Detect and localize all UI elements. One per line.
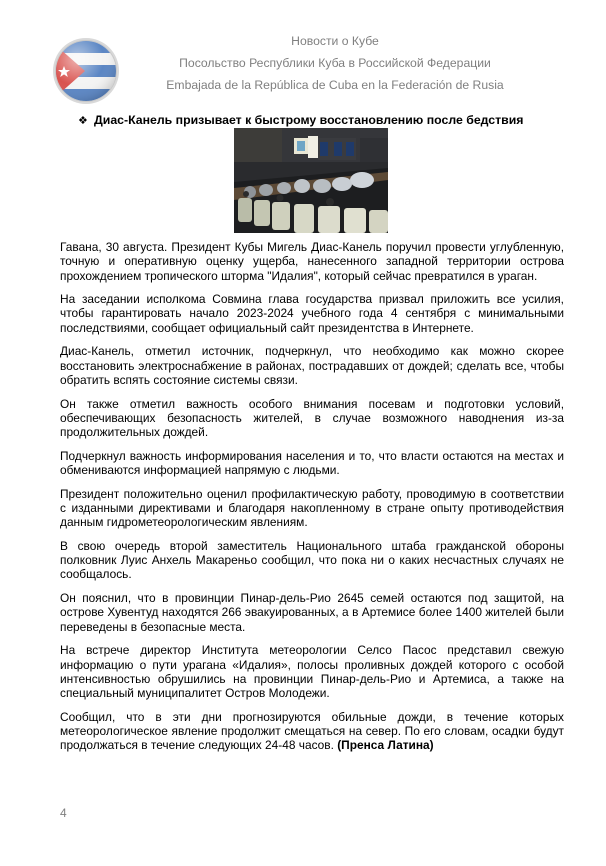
article-paragraph: На заседании исполкома Совмина глава государства призвал приложить все усилия, чтобы гарантировать начало 2023-2024 учебного года 4 сентября с минимальными последствиями, сообщает официальный сайт президентства в Интернете. bbox=[60, 292, 564, 335]
header-subtitle-es: Embajada de la República de Cuba en la Federación de Rusia bbox=[166, 78, 504, 92]
header bbox=[125, 30, 545, 96]
article-body bbox=[60, 240, 564, 762]
headline-text: Диас-Канель призывает к быстрому восстановлению после бедствия bbox=[94, 113, 524, 127]
article-paragraph: Президент положительно оценил профилактическую работу, проводимую в соответствии с изданными директивами и благодаря накопленному в стране опыту противодействия данным гидрометеорологическим явлениям. bbox=[60, 486, 564, 530]
article-paragraph: На встрече директор Института метеорологии Селсо Пасос представил свежую информацию о пути урагана «Идалия», полосы проливных дождей которого с особой интенсивностью обрушились на провинции Пинар-дель-Рио и Артемиса, а также на специальный муниципалитет Остров Молодежи. bbox=[60, 643, 564, 701]
last-paragraph-text: Сообщил, что в эти дни прогнозируются обильные дожди, в течение которых метеорологическое явление продолжит смещаться на север. По его словам, осадки будут продолжаться в течение следующих 24-48 часов. bbox=[60, 709, 564, 753]
diamond-bullet-icon: ❖ bbox=[78, 115, 88, 127]
article-paragraph: Гавана, 30 августа. Президент Кубы Мигель Диас-Канель поручил провести углубленную, точную и оперативную оценку ущерба, нанесенного западной территории острова прохождением тропического шторма "Идалия", который сейчас превратился в ураган. bbox=[60, 240, 564, 283]
header-title: Новости о Кубе bbox=[291, 34, 379, 48]
page-number: 4 bbox=[60, 806, 67, 820]
article-paragraph-last bbox=[60, 710, 564, 753]
article-paragraph: Он пояснил, что в провинции Пинар-дель-Рио 2645 семей остаются под защитой, на острове Хувентуд находятся 266 эвакуированных, а в Артемисе более 1400 жителей были переведены в безопасные места. bbox=[60, 591, 564, 634]
header-subtitle-ru: Посольство Республики Куба в Российской Федерации bbox=[179, 56, 491, 70]
article-paragraph: В свою очередь второй заместитель Национального штаба гражданской обороны полковник Луис Анхель Макареньо сообщил, что пока ни о каких несчастных случаях не сообщалось. bbox=[60, 538, 564, 582]
article-paragraph: Подчеркнул важность информирования населения и то, что власти остаются на местах и обмениваются информацией напрямую с людьми. bbox=[60, 448, 564, 478]
article-headline bbox=[78, 113, 548, 127]
article-paragraph: Диас-Канель, отметил источник, подчеркнул, что необходимо как можно скорее восстановить электроснабжение в районах, пострадавших от дождей; сделать все, чтобы обратить вспять состояние системы связи. bbox=[60, 344, 564, 387]
article-photo bbox=[234, 128, 388, 233]
article-source: (Пренса Латина) bbox=[337, 738, 434, 753]
cuba-flag-sphere-icon bbox=[51, 36, 121, 106]
article-paragraph: Он также отметил важность особого внимания посевам и подготовки условий, обеспечивающих безопасность жителей, в случае возможного наводнения из-за продолжительных дождей. bbox=[60, 396, 564, 440]
